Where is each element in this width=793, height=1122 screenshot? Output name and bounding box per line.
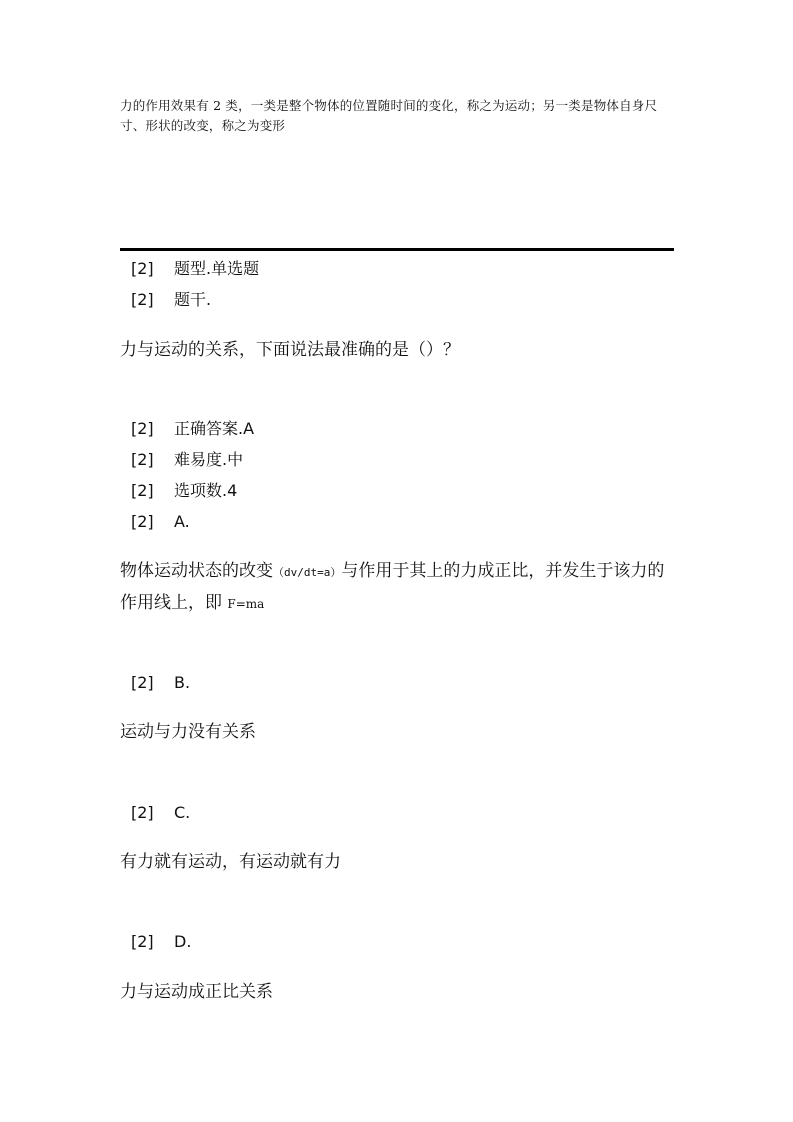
level-tag: [2] (131, 512, 154, 531)
option-c-label-line (131, 802, 190, 824)
level-tag: [2] (131, 932, 154, 951)
option-a-formula2: F=ma (227, 597, 265, 611)
option-c-label: C. (174, 803, 191, 822)
question-type: 题型.单选题 (174, 259, 260, 278)
answer-line (131, 418, 254, 440)
correct-answer: 正确答案.A (174, 419, 255, 438)
level-tag: [2] (131, 673, 154, 692)
option-d-label: D. (174, 932, 192, 951)
option-b-text: 运动与力没有关系 (120, 722, 256, 742)
option-a-text (120, 556, 680, 619)
intro-paragraph: 力的作用效果有 2 类，一类是整个物体的位置随时间的变化，称之为运动；另一类是物体自身尺寸、形状的改变，称之为变形 (120, 98, 658, 133)
stem-label: 题干. (174, 290, 212, 309)
option-a-label: A. (174, 512, 190, 531)
level-tag: [2] (131, 450, 154, 469)
stem-label-line (131, 289, 211, 311)
question-type-line (131, 258, 259, 280)
option-count-line (131, 480, 237, 502)
option-a-label-line (131, 511, 190, 533)
level-tag: [2] (131, 481, 154, 500)
option-d-text: 力与运动成正比关系 (120, 982, 273, 1002)
option-c-text: 有力就有运动，有运动就有力 (120, 852, 341, 872)
level-tag: [2] (131, 290, 154, 309)
horizontal-rule (120, 248, 674, 251)
difficulty: 难易度.中 (174, 450, 244, 469)
option-a-part2: 与作用于其上的力成正比，并发生于该力的作用线上，即 (120, 561, 665, 613)
question-text: 力与运动的关系，下面说法最准确的是（）？ (120, 340, 460, 360)
option-a-formula: （dv/dt=a） (273, 566, 342, 579)
level-tag: [2] (131, 259, 154, 278)
option-b-label-line (131, 672, 190, 694)
level-tag: [2] (131, 803, 154, 822)
difficulty-line (131, 449, 243, 471)
option-b-label: B. (174, 673, 191, 692)
level-tag: [2] (131, 419, 154, 438)
option-count: 选项数.4 (174, 481, 238, 500)
option-a-part1: 物体运动状态的改变 (120, 561, 273, 581)
option-d-label-line (131, 931, 191, 953)
